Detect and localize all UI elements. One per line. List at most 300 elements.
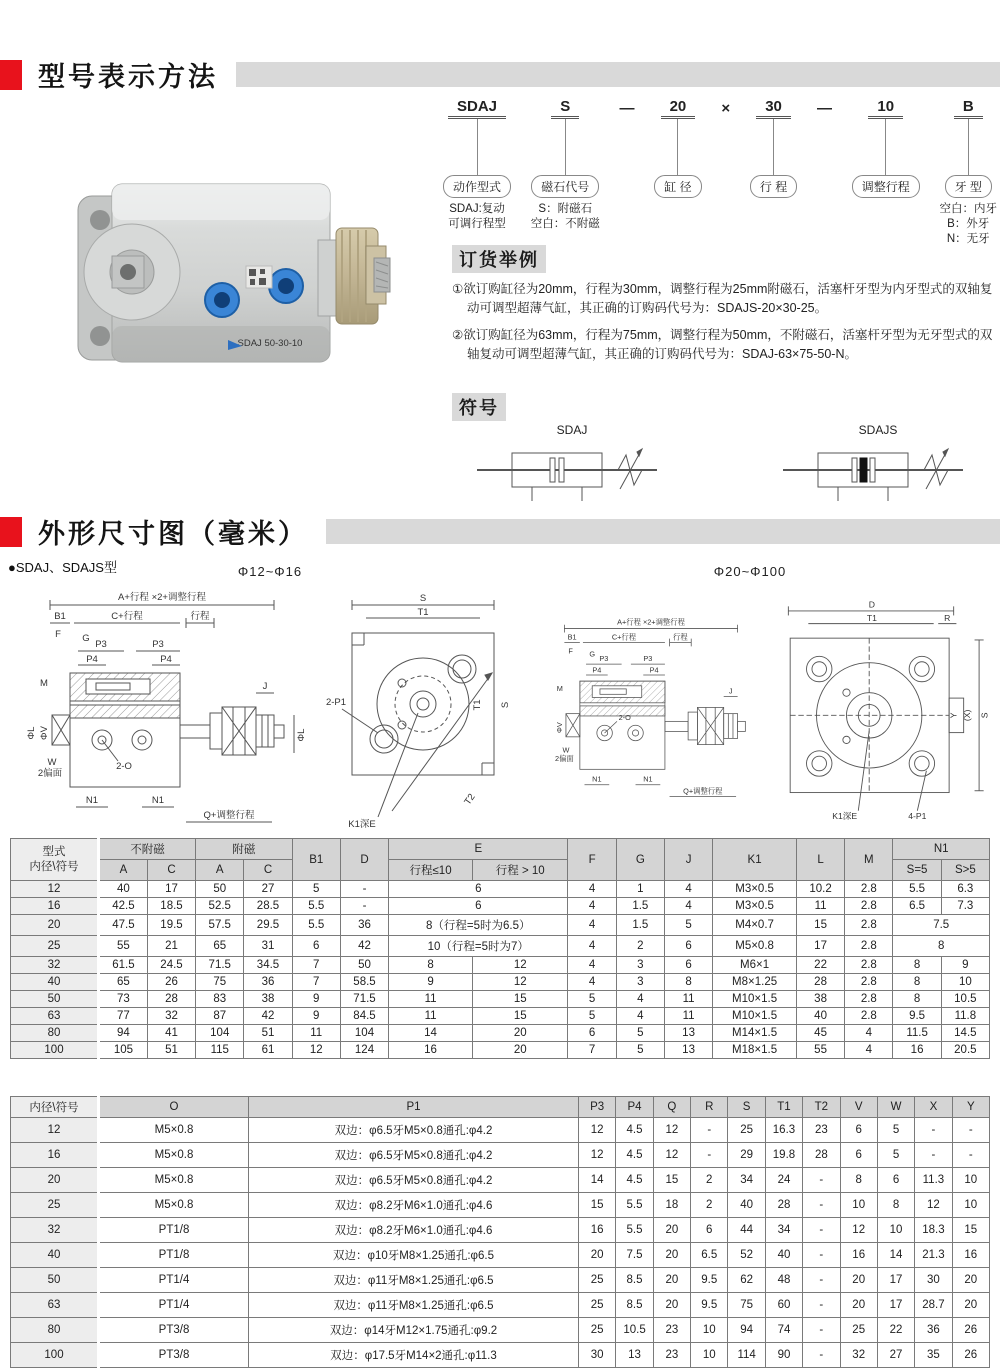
data-cell: 20 <box>472 1025 567 1042</box>
data-cell: M5×0.8 <box>99 1193 249 1218</box>
dim-label: S <box>500 701 511 709</box>
column-header: S>5 <box>941 860 989 881</box>
product-photo <box>70 168 392 398</box>
row-header-cell: 80 <box>11 1318 99 1343</box>
dim-label: W <box>562 745 570 755</box>
data-cell: 104 <box>340 1025 388 1042</box>
data-cell: 74 <box>765 1318 802 1343</box>
dim-label: N1 <box>592 774 602 784</box>
column-header: S <box>728 1097 765 1118</box>
data-cell: 10 <box>840 1193 877 1218</box>
symbol-title: 符号 <box>452 393 506 421</box>
sdajs-symbol-drawing <box>778 437 978 503</box>
front-view-small-bore <box>322 585 527 833</box>
data-cell: - <box>691 1118 728 1143</box>
column-header: P4 <box>616 1097 653 1118</box>
column-header: L <box>796 839 844 881</box>
connector-line <box>773 119 774 175</box>
dim-label: 2-P1 <box>325 697 347 708</box>
data-cell: 29 <box>728 1143 765 1168</box>
data-cell: 10.2 <box>796 881 844 898</box>
connector-line <box>968 119 969 175</box>
data-cell: 13 <box>664 1025 712 1042</box>
data-cell: 48 <box>765 1268 802 1293</box>
table-row <box>11 1168 990 1193</box>
data-cell: 25 <box>579 1318 616 1343</box>
connector-line <box>477 119 478 175</box>
data-cell: 11 <box>796 898 844 915</box>
table-row <box>11 1193 990 1218</box>
column-header: J <box>664 839 712 881</box>
section-header-dimensions <box>0 512 1000 551</box>
data-cell: 65 <box>99 974 148 991</box>
data-cell: 40 <box>728 1193 765 1218</box>
model-code-separator: × <box>721 100 731 117</box>
model-code-part <box>531 98 600 232</box>
data-cell: 61.5 <box>99 957 148 974</box>
data-cell: 8 <box>893 957 941 974</box>
data-cell: 6 <box>664 957 712 974</box>
data-cell: 90 <box>765 1343 802 1368</box>
table-row <box>11 1218 990 1243</box>
data-cell: 7 <box>568 1042 616 1059</box>
data-cell: 40 <box>765 1243 802 1268</box>
data-cell: 16 <box>389 1042 473 1059</box>
data-cell: 94 <box>728 1318 765 1343</box>
model-code-pill-label: 调整行程 <box>852 175 920 198</box>
data-cell: M10×1.5 <box>713 1008 797 1025</box>
range-label-small: Φ12~Φ16 <box>237 564 303 579</box>
data-cell: 23 <box>653 1318 690 1343</box>
column-header: R <box>691 1097 728 1118</box>
data-cell: 14 <box>389 1025 473 1042</box>
data-cell: 10 <box>877 1218 914 1243</box>
data-cell: 7.5 <box>893 915 990 936</box>
dim-label: 行程 <box>673 632 688 642</box>
row-header-cell: 32 <box>11 1218 99 1243</box>
data-cell: - <box>915 1143 952 1168</box>
dim-label: J <box>262 681 268 692</box>
data-cell: 28 <box>765 1193 802 1218</box>
model-code-text: 30 <box>756 98 791 119</box>
model-code-text: B <box>954 98 983 119</box>
order-examples <box>452 245 998 365</box>
order-example-2: ②欲订购缸径为63mm，行程为75mm，调整行程为50mm，不附磁石，活塞杆牙型为无牙型式的双轴复动可调型超薄气缸，其正确的订购码代号为：SDAJ-63×75-50-N。 <box>452 327 993 362</box>
model-code-pill-label: 动作型式 <box>443 175 511 198</box>
dim-label: P4 <box>86 654 98 665</box>
dim-label: F <box>55 629 61 640</box>
data-cell: 9 <box>941 957 989 974</box>
data-cell: 11 <box>389 991 473 1008</box>
data-cell: 2.8 <box>845 898 893 915</box>
data-cell: 3 <box>616 974 664 991</box>
data-cell: - <box>803 1293 840 1318</box>
data-cell: 8 <box>664 974 712 991</box>
data-cell: 34 <box>728 1168 765 1193</box>
model-code-part <box>443 98 511 232</box>
symbol-sdajs <box>778 423 978 508</box>
row-header-cell: 100 <box>11 1343 99 1368</box>
dim-label: P3 <box>599 654 609 664</box>
data-cell: 5.5 <box>893 881 941 898</box>
row-header-cell: 20 <box>11 915 99 936</box>
data-cell: 32 <box>840 1343 877 1368</box>
dim-label: N1 <box>643 774 653 784</box>
data-cell: 20 <box>653 1218 690 1243</box>
data-cell: 11.5 <box>893 1025 941 1042</box>
row-header-cell: 100 <box>11 1042 99 1059</box>
data-cell: - <box>803 1243 840 1268</box>
data-cell: - <box>803 1268 840 1293</box>
dim-label: Q+调整行程 <box>203 810 255 821</box>
data-cell: M6×1 <box>713 957 797 974</box>
data-cell: 36 <box>915 1318 952 1343</box>
data-cell: 25 <box>840 1318 877 1343</box>
data-cell: M3×0.5 <box>713 898 797 915</box>
data-cell: 双边：φ17.5牙M14×2通孔:φ11.3 <box>249 1343 579 1368</box>
model-code-part <box>750 98 797 202</box>
dim-label: P4 <box>649 665 659 675</box>
table-row <box>11 936 990 957</box>
row-header-cell: 12 <box>11 1118 99 1143</box>
data-cell: 42.5 <box>99 898 148 915</box>
data-cell: 28 <box>803 1143 840 1168</box>
model-code-separator: — <box>816 100 832 117</box>
data-cell: - <box>340 898 388 915</box>
dim-label: T1 <box>866 612 877 623</box>
data-cell: 11 <box>389 1008 473 1025</box>
column-header: E <box>389 839 568 860</box>
column-header: 不附磁 <box>99 839 196 860</box>
data-cell: 16 <box>579 1218 616 1243</box>
side-view-large-bore <box>535 585 767 833</box>
data-cell: 双边：φ8.2牙M6×1.0通孔:φ4.6 <box>249 1193 579 1218</box>
data-cell: 6.5 <box>893 898 941 915</box>
row-header-cell: 12 <box>11 881 99 898</box>
data-cell: 16 <box>893 1042 941 1059</box>
data-cell: 4 <box>568 957 616 974</box>
data-cell: PT1/8 <box>99 1218 249 1243</box>
header-bar <box>326 519 1000 544</box>
data-cell: 10 <box>691 1318 728 1343</box>
data-cell: 18.5 <box>147 898 195 915</box>
data-cell: 17 <box>877 1268 914 1293</box>
data-cell: 13 <box>664 1042 712 1059</box>
symbol-sdajs-label: SDAJS <box>858 423 898 437</box>
data-cell: 6.3 <box>941 881 989 898</box>
dim-label: W <box>47 757 57 768</box>
data-cell: 7 <box>292 957 340 974</box>
data-cell: 44 <box>728 1218 765 1243</box>
model-code-pill-label: 行 程 <box>750 175 797 198</box>
column-header: G <box>616 839 664 881</box>
dimension-table-2 <box>10 1096 990 1368</box>
data-cell: 9.5 <box>893 1008 941 1025</box>
model-code-description: S：附磁石 空白：不附磁 <box>530 203 600 230</box>
table-row <box>11 1118 990 1143</box>
data-cell: 2 <box>691 1168 728 1193</box>
data-cell: 2.8 <box>845 974 893 991</box>
column-header: X <box>915 1097 952 1118</box>
data-cell: 2 <box>691 1193 728 1218</box>
data-cell: PT1/4 <box>99 1268 249 1293</box>
data-cell: 双边：φ6.5牙M5×0.8通孔:φ4.2 <box>249 1118 579 1143</box>
data-cell: 12 <box>840 1218 877 1243</box>
data-cell: 4 <box>664 898 712 915</box>
sdaj-symbol-drawing <box>472 437 672 503</box>
data-cell: 28.7 <box>915 1293 952 1318</box>
order-examples-title: 订货举例 <box>452 245 546 273</box>
data-cell: - <box>952 1143 989 1168</box>
data-cell: 83 <box>196 991 244 1008</box>
row-header-cell: 63 <box>11 1293 99 1318</box>
dim-label: B1 <box>567 632 577 642</box>
connector-line <box>885 119 886 175</box>
data-cell: 14 <box>579 1168 616 1193</box>
data-cell: 9 <box>389 974 473 991</box>
data-cell: 15 <box>952 1218 989 1243</box>
data-cell: 10 <box>952 1193 989 1218</box>
page-title: 型号表示方法 <box>38 62 218 92</box>
model-code-description: 空白：内牙 B：外牙 N：无牙 <box>939 203 997 245</box>
data-cell: 20 <box>653 1268 690 1293</box>
data-cell: 75 <box>196 974 244 991</box>
data-cell: 42 <box>340 936 388 957</box>
data-cell: 21.3 <box>915 1243 952 1268</box>
data-cell: 4.5 <box>616 1143 653 1168</box>
data-cell: 24.5 <box>147 957 195 974</box>
data-cell: 11 <box>292 1025 340 1042</box>
data-cell: 5 <box>877 1118 914 1143</box>
row-header-cell: 20 <box>11 1168 99 1193</box>
data-cell: 38 <box>796 991 844 1008</box>
product-label: SDAJ 50-30-10 <box>237 338 303 349</box>
dim-label: K1深E <box>348 819 376 830</box>
model-code-part <box>852 98 920 202</box>
table-row <box>11 1008 990 1025</box>
data-cell: 2.8 <box>845 991 893 1008</box>
data-cell: 15 <box>579 1193 616 1218</box>
column-header: O <box>99 1097 249 1118</box>
range-label-large: Φ20~Φ100 <box>713 564 787 579</box>
data-cell: 10 <box>941 974 989 991</box>
table-row <box>11 974 990 991</box>
column-header: M <box>845 839 893 881</box>
data-cell: 15 <box>653 1168 690 1193</box>
dim-label: G <box>82 633 90 644</box>
data-cell: M18×1.5 <box>713 1042 797 1059</box>
dim-label: R <box>944 612 951 623</box>
data-cell: 9.5 <box>691 1293 728 1318</box>
dim-label: C+行程 <box>111 611 143 622</box>
row-header-cell: 32 <box>11 957 99 974</box>
dim-label: M <box>40 678 48 689</box>
data-cell: - <box>915 1118 952 1143</box>
data-cell: 27 <box>244 881 292 898</box>
column-header: K1 <box>713 839 797 881</box>
data-cell: 94 <box>99 1025 148 1042</box>
data-cell: - <box>803 1193 840 1218</box>
model-code-part <box>654 98 701 202</box>
data-cell: 5 <box>292 881 340 898</box>
column-header: T1 <box>765 1097 802 1118</box>
row-header-cell: 16 <box>11 1143 99 1168</box>
column-header: P1 <box>249 1097 579 1118</box>
data-cell: M10×1.5 <box>713 991 797 1008</box>
data-cell: 71.5 <box>340 991 388 1008</box>
table-row <box>11 915 990 936</box>
data-cell: 10（行程=5时为7） <box>389 936 568 957</box>
dim-label: N1 <box>151 795 165 806</box>
column-header: D <box>340 839 388 881</box>
data-cell: 8.5 <box>616 1268 653 1293</box>
data-cell: 2.8 <box>845 915 893 936</box>
dim-label: A+行程 ×2+调整行程 <box>118 592 206 603</box>
data-cell: 61 <box>244 1042 292 1059</box>
data-cell: 4 <box>568 915 616 936</box>
data-cell: 4 <box>664 881 712 898</box>
dim-label: 2偏面 <box>555 753 574 763</box>
column-header: F <box>568 839 616 881</box>
column-header: S=5 <box>893 860 941 881</box>
data-cell: 24 <box>765 1168 802 1193</box>
dim-label: P3 <box>643 654 653 664</box>
column-header: 内径\符号 <box>11 1097 99 1118</box>
column-header: Q <box>653 1097 690 1118</box>
model-code-text: SDAJ <box>448 98 506 119</box>
data-cell: 1.5 <box>616 898 664 915</box>
data-cell: 4.5 <box>616 1118 653 1143</box>
data-cell: 6 <box>840 1143 877 1168</box>
dim-label: M <box>556 684 563 694</box>
data-cell: 5.5 <box>292 898 340 915</box>
data-cell: M5×0.8 <box>99 1118 249 1143</box>
data-cell: 30 <box>579 1343 616 1368</box>
data-cell: 16 <box>952 1243 989 1268</box>
data-cell: 6 <box>389 881 568 898</box>
data-cell: 20 <box>653 1293 690 1318</box>
data-cell: 双边：φ11牙M8×1.25通孔:φ6.5 <box>249 1268 579 1293</box>
data-cell: 31 <box>244 936 292 957</box>
cylinder-body <box>78 184 390 362</box>
column-header: P3 <box>579 1097 616 1118</box>
data-cell: 12 <box>579 1118 616 1143</box>
data-cell: 105 <box>99 1042 148 1059</box>
symbol-section <box>452 393 998 508</box>
data-cell: 51 <box>147 1042 195 1059</box>
table-row <box>11 1243 990 1268</box>
data-cell: 19.5 <box>147 915 195 936</box>
row-header-cell: 40 <box>11 1243 99 1268</box>
data-cell: 4 <box>616 1008 664 1025</box>
dim-label: P3 <box>152 639 164 650</box>
data-cell: 14.5 <box>941 1025 989 1042</box>
data-cell: - <box>803 1343 840 1368</box>
model-code-pill-label: 磁石代号 <box>531 175 599 198</box>
table-row <box>11 881 990 898</box>
data-cell: 6.5 <box>691 1243 728 1268</box>
data-cell: 25 <box>579 1293 616 1318</box>
data-cell: 45 <box>796 1025 844 1042</box>
data-cell: 32 <box>147 1008 195 1025</box>
model-code-text: S <box>551 98 579 119</box>
data-cell: - <box>803 1168 840 1193</box>
data-cell: - <box>691 1143 728 1168</box>
data-cell: 115 <box>196 1042 244 1059</box>
table-row <box>11 1318 990 1343</box>
dim-label: ΦL <box>26 726 37 740</box>
data-cell: 20 <box>653 1243 690 1268</box>
data-cell: 5 <box>568 991 616 1008</box>
data-cell: 4 <box>616 991 664 1008</box>
data-cell: 34.5 <box>244 957 292 974</box>
data-cell: 双边：φ6.5牙M5×0.8通孔:φ4.2 <box>249 1168 579 1193</box>
data-cell: 5.5 <box>616 1218 653 1243</box>
data-cell: M5×0.8 <box>99 1143 249 1168</box>
data-cell: 42 <box>244 1008 292 1025</box>
data-cell: 4 <box>568 974 616 991</box>
data-cell: 5 <box>616 1025 664 1042</box>
column-header: T2 <box>803 1097 840 1118</box>
data-cell: 16.3 <box>765 1118 802 1143</box>
data-cell: 10.5 <box>941 991 989 1008</box>
dim-label: P3 <box>95 639 107 650</box>
data-cell: 7.3 <box>941 898 989 915</box>
data-cell: 25 <box>579 1268 616 1293</box>
dimension-table-1 <box>10 838 990 1059</box>
data-cell: 26 <box>952 1343 989 1368</box>
dim-label: 4-P1 <box>908 810 927 821</box>
model-code-part <box>939 98 997 247</box>
data-cell: 20 <box>840 1268 877 1293</box>
data-cell: 3 <box>616 957 664 974</box>
data-cell: 6 <box>664 936 712 957</box>
symbol-sdaj <box>472 423 672 508</box>
data-cell: 114 <box>728 1343 765 1368</box>
data-cell: 21 <box>147 936 195 957</box>
dim-label: K1深E <box>832 810 858 821</box>
dim-label: S <box>979 712 990 719</box>
dim-label: D <box>868 599 876 610</box>
model-code-diagram <box>443 98 997 247</box>
data-cell: 38 <box>244 991 292 1008</box>
column-header: C <box>244 860 292 881</box>
data-cell: 35 <box>915 1343 952 1368</box>
table-row <box>11 957 990 974</box>
data-cell: 4 <box>568 936 616 957</box>
red-square-marker <box>0 60 22 90</box>
data-cell: 73 <box>99 991 148 1008</box>
data-cell: 22 <box>796 957 844 974</box>
table-row <box>11 991 990 1008</box>
dim-label: S <box>419 593 427 604</box>
data-cell: M4×0.7 <box>713 915 797 936</box>
front-view-large-bore <box>772 585 990 833</box>
data-cell: 20 <box>952 1293 989 1318</box>
header-bar <box>236 62 1000 87</box>
data-cell: 18.3 <box>915 1218 952 1243</box>
data-cell: 20 <box>472 1042 567 1059</box>
row-header-cell: 50 <box>11 991 99 1008</box>
data-cell: 6 <box>691 1218 728 1243</box>
side-view-small-bore <box>12 585 312 833</box>
data-cell: 12 <box>292 1042 340 1059</box>
table-row <box>11 1293 990 1318</box>
dim-label: T1 <box>417 607 429 618</box>
data-cell: 2.8 <box>845 936 893 957</box>
data-cell: 2.8 <box>845 957 893 974</box>
dim-label: 2-O <box>116 761 132 772</box>
